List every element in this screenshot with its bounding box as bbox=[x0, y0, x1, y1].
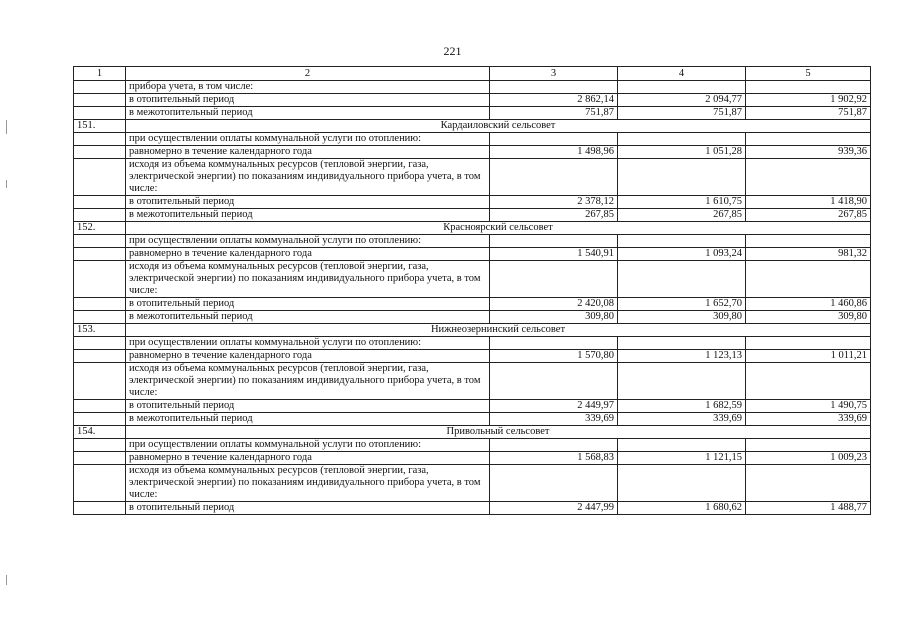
table-row bbox=[74, 465, 871, 502]
value-cell bbox=[490, 159, 618, 196]
value-cell: 2 449,97 bbox=[490, 400, 618, 413]
section-title-row bbox=[74, 222, 871, 235]
value-cell bbox=[618, 439, 746, 452]
value-cell: 751,87 bbox=[746, 107, 871, 120]
row-description: прибора учета, в том числе: bbox=[126, 81, 490, 94]
section-title: Нижнеозернинский сельсовет bbox=[126, 324, 871, 337]
table-row bbox=[74, 400, 871, 413]
row-number-cell bbox=[74, 439, 126, 452]
row-number-cell bbox=[74, 363, 126, 400]
value-cell bbox=[746, 337, 871, 350]
row-number-cell bbox=[74, 94, 126, 107]
value-cell: 1 093,24 bbox=[618, 248, 746, 261]
table-row bbox=[74, 196, 871, 209]
column-header: 4 bbox=[618, 67, 746, 81]
value-cell: 1 498,96 bbox=[490, 146, 618, 159]
row-description: при осуществлении оплаты коммунальной услуги по отоплению: bbox=[126, 337, 490, 350]
value-cell: 2 862,14 bbox=[490, 94, 618, 107]
row-description: исходя из объема коммунальных ресурсов (тепловой энергии, газа, электрической энергии) по показаниям индивидуального прибора учета, в том числе: bbox=[126, 363, 490, 400]
value-cell bbox=[746, 133, 871, 146]
value-cell: 751,87 bbox=[618, 107, 746, 120]
column-header: 1 bbox=[74, 67, 126, 81]
value-cell bbox=[490, 235, 618, 248]
table-row bbox=[74, 248, 871, 261]
table-row bbox=[74, 439, 871, 452]
row-number-cell bbox=[74, 350, 126, 363]
value-cell bbox=[618, 363, 746, 400]
section-number: 154. bbox=[74, 426, 126, 439]
value-cell bbox=[618, 235, 746, 248]
value-cell: 981,32 bbox=[746, 248, 871, 261]
value-cell: 2 094,77 bbox=[618, 94, 746, 107]
row-number-cell bbox=[74, 502, 126, 515]
table-row bbox=[74, 337, 871, 350]
table-row bbox=[74, 350, 871, 363]
section-number: 153. bbox=[74, 324, 126, 337]
value-cell bbox=[618, 159, 746, 196]
value-cell bbox=[618, 337, 746, 350]
row-number-cell bbox=[74, 146, 126, 159]
value-cell bbox=[618, 261, 746, 298]
row-number-cell bbox=[74, 465, 126, 502]
row-number-cell bbox=[74, 452, 126, 465]
row-number-cell bbox=[74, 413, 126, 426]
value-cell bbox=[618, 133, 746, 146]
row-description: равномерно в течение календарного года bbox=[126, 146, 490, 159]
value-cell: 339,69 bbox=[746, 413, 871, 426]
value-cell bbox=[490, 81, 618, 94]
value-cell bbox=[746, 159, 871, 196]
value-cell bbox=[746, 235, 871, 248]
value-cell: 339,69 bbox=[490, 413, 618, 426]
table-row bbox=[74, 452, 871, 465]
value-cell bbox=[490, 133, 618, 146]
value-cell bbox=[490, 465, 618, 502]
value-cell: 1 652,70 bbox=[618, 298, 746, 311]
page-number: 221 bbox=[443, 44, 462, 58]
section-title-row bbox=[74, 324, 871, 337]
value-cell: 1 490,75 bbox=[746, 400, 871, 413]
value-cell: 1 682,59 bbox=[618, 400, 746, 413]
value-cell: 1 123,13 bbox=[618, 350, 746, 363]
table-row bbox=[74, 81, 871, 94]
tariff-table bbox=[73, 66, 871, 515]
row-description: в отопительный период bbox=[126, 298, 490, 311]
row-description: исходя из объема коммунальных ресурсов (тепловой энергии, газа, электрической энергии) по показаниям индивидуального прибора учета, в том числе: bbox=[126, 159, 490, 196]
row-number-cell bbox=[74, 159, 126, 196]
value-cell: 1 902,92 bbox=[746, 94, 871, 107]
row-description: равномерно в течение календарного года bbox=[126, 248, 490, 261]
table-row bbox=[74, 94, 871, 107]
row-description: равномерно в течение календарного года bbox=[126, 350, 490, 363]
table-row bbox=[74, 413, 871, 426]
value-cell: 1 121,15 bbox=[618, 452, 746, 465]
row-number-cell bbox=[74, 261, 126, 298]
value-cell: 939,36 bbox=[746, 146, 871, 159]
value-cell: 1 540,91 bbox=[490, 248, 618, 261]
value-cell: 1 418,90 bbox=[746, 196, 871, 209]
value-cell bbox=[618, 81, 746, 94]
row-description: в межотопительный период bbox=[126, 107, 490, 120]
table-row bbox=[74, 235, 871, 248]
table-row bbox=[74, 261, 871, 298]
table-row bbox=[74, 311, 871, 324]
value-cell: 1 570,80 bbox=[490, 350, 618, 363]
section-number: 152. bbox=[74, 222, 126, 235]
value-cell: 339,69 bbox=[618, 413, 746, 426]
section-title: Привольный сельсовет bbox=[126, 426, 871, 439]
value-cell bbox=[490, 261, 618, 298]
value-cell: 2 420,08 bbox=[490, 298, 618, 311]
row-number-cell bbox=[74, 196, 126, 209]
value-cell bbox=[746, 439, 871, 452]
table-row bbox=[74, 107, 871, 120]
section-title: Красноярский сельсовет bbox=[126, 222, 871, 235]
row-number-cell bbox=[74, 311, 126, 324]
section-title-row bbox=[74, 120, 871, 133]
row-number-cell bbox=[74, 133, 126, 146]
value-cell: 309,80 bbox=[490, 311, 618, 324]
value-cell: 309,80 bbox=[746, 311, 871, 324]
table-row bbox=[74, 159, 871, 196]
column-header: 5 bbox=[746, 67, 871, 81]
row-description: исходя из объема коммунальных ресурсов (тепловой энергии, газа, электрической энергии) по показаниям индивидуального прибора учета, в том числе: bbox=[126, 261, 490, 298]
table-row bbox=[74, 209, 871, 222]
value-cell: 1 011,21 bbox=[746, 350, 871, 363]
value-cell bbox=[746, 363, 871, 400]
row-description: в отопительный период bbox=[126, 502, 490, 515]
value-cell: 1 009,23 bbox=[746, 452, 871, 465]
value-cell bbox=[490, 363, 618, 400]
table-row bbox=[74, 146, 871, 159]
table-row bbox=[74, 133, 871, 146]
value-cell: 1 460,86 bbox=[746, 298, 871, 311]
value-cell: 2 447,99 bbox=[490, 502, 618, 515]
row-description: в отопительный период bbox=[126, 196, 490, 209]
row-description: при осуществлении оплаты коммунальной услуги по отоплению: bbox=[126, 133, 490, 146]
scan-margin-mark bbox=[6, 575, 7, 585]
value-cell bbox=[746, 81, 871, 94]
value-cell: 1 051,28 bbox=[618, 146, 746, 159]
table-header-row bbox=[74, 67, 871, 81]
section-title-row bbox=[74, 426, 871, 439]
value-cell: 309,80 bbox=[618, 311, 746, 324]
table-row bbox=[74, 363, 871, 400]
value-cell: 267,85 bbox=[490, 209, 618, 222]
row-description: в межотопительный период bbox=[126, 209, 490, 222]
row-description: при осуществлении оплаты коммунальной услуги по отоплению: bbox=[126, 235, 490, 248]
table-row bbox=[74, 298, 871, 311]
scan-margin-mark bbox=[6, 180, 7, 188]
row-number-cell bbox=[74, 337, 126, 350]
value-cell: 1 568,83 bbox=[490, 452, 618, 465]
row-description: в межотопительный период bbox=[126, 413, 490, 426]
row-description: равномерно в течение календарного года bbox=[126, 452, 490, 465]
row-number-cell bbox=[74, 400, 126, 413]
value-cell: 751,87 bbox=[490, 107, 618, 120]
value-cell bbox=[490, 439, 618, 452]
section-title: Кардаиловский сельсовет bbox=[126, 120, 871, 133]
value-cell bbox=[490, 337, 618, 350]
value-cell bbox=[746, 465, 871, 502]
row-number-cell bbox=[74, 248, 126, 261]
row-description: в межотопительный период bbox=[126, 311, 490, 324]
row-number-cell bbox=[74, 235, 126, 248]
section-number: 151. bbox=[74, 120, 126, 133]
column-header: 2 bbox=[126, 67, 490, 81]
row-number-cell bbox=[74, 209, 126, 222]
value-cell: 2 378,12 bbox=[490, 196, 618, 209]
row-number-cell bbox=[74, 107, 126, 120]
row-number-cell bbox=[74, 298, 126, 311]
row-number-cell bbox=[74, 81, 126, 94]
row-description: при осуществлении оплаты коммунальной услуги по отоплению: bbox=[126, 439, 490, 452]
scan-margin-mark bbox=[6, 120, 7, 134]
value-cell: 267,85 bbox=[746, 209, 871, 222]
row-description: в отопительный период bbox=[126, 400, 490, 413]
value-cell: 1 488,77 bbox=[746, 502, 871, 515]
value-cell: 267,85 bbox=[618, 209, 746, 222]
row-description: в отопительный период bbox=[126, 94, 490, 107]
value-cell bbox=[618, 465, 746, 502]
row-description: исходя из объема коммунальных ресурсов (тепловой энергии, газа, электрической энергии) по показаниям индивидуального прибора учета, в том числе: bbox=[126, 465, 490, 502]
value-cell bbox=[746, 261, 871, 298]
value-cell: 1 680,62 bbox=[618, 502, 746, 515]
table-row bbox=[74, 502, 871, 515]
value-cell: 1 610,75 bbox=[618, 196, 746, 209]
column-header: 3 bbox=[490, 67, 618, 81]
